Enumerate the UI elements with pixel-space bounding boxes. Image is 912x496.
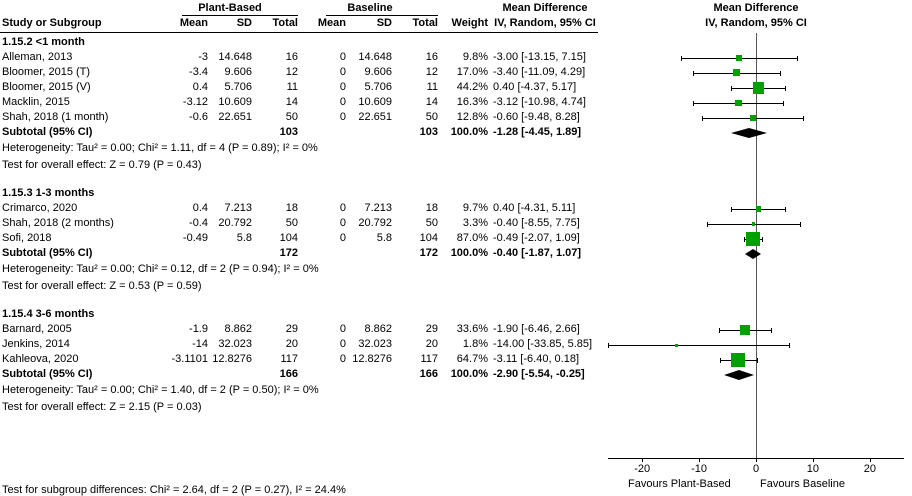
effect-marker xyxy=(731,353,745,367)
cell-bsd: 5.8 xyxy=(376,232,392,244)
effect-marker xyxy=(753,82,764,93)
heterogeneity-text: Heterogeneity: Tau² = 0.00; Chi² = 0.12, df = 2 (P = 0.94); I² = 0% xyxy=(2,263,319,275)
ci-cap xyxy=(731,86,732,91)
cell-ci: -2.90 [-5.54, -0.25] xyxy=(493,368,585,380)
cell-btotal: 50 xyxy=(425,111,438,123)
cell-bmean: 0 xyxy=(339,323,346,335)
cell-btotal: 14 xyxy=(425,96,438,108)
cell-ci_text: 0.40 [-4.37, 5.17] xyxy=(493,81,577,93)
header-md-sub: IV, Random, 95% CI xyxy=(494,17,596,29)
x-tick xyxy=(870,458,871,462)
cell-bsd: 10.609 xyxy=(358,96,392,108)
study-name: Alleman, 2013 xyxy=(2,51,73,63)
cell-total: 29 xyxy=(285,323,298,335)
ci-cap xyxy=(608,343,609,348)
cell-mean: -0.49 xyxy=(182,232,208,244)
cell-btotal: 18 xyxy=(425,202,438,214)
cell-total: 14 xyxy=(285,96,298,108)
cell-btotal: 172 xyxy=(419,247,438,259)
effect-marker xyxy=(752,222,755,225)
cell-weight: 100.0% xyxy=(450,368,488,380)
ci-cap xyxy=(693,71,694,76)
cell-sd: 32.023 xyxy=(218,338,252,350)
cell-ci_text: -0.60 [-9.48, 8.28] xyxy=(493,111,580,123)
cell-bmean: 0 xyxy=(339,66,346,78)
forest-plot-panel xyxy=(600,0,912,496)
effect-marker xyxy=(740,325,750,335)
effect-marker xyxy=(750,115,756,121)
cell-weight: 87.0% xyxy=(456,232,488,244)
subtotal-label: Subtotal (95% CI) xyxy=(2,126,93,138)
cell-btotal: 166 xyxy=(419,368,438,380)
x-tick xyxy=(699,458,700,462)
plot-title: Mean Difference xyxy=(713,2,799,14)
cell-ci_text: -0.49 [-2.07, 1.09] xyxy=(493,232,580,244)
header-mean-base: Mean xyxy=(317,17,346,29)
cell-ci_text: -3.11 [-6.40, 0.18] xyxy=(493,353,580,365)
ci-cap xyxy=(707,222,708,227)
ci-cap xyxy=(785,207,786,212)
study-name: Barnard, 2005 xyxy=(2,323,72,335)
x-tick-label: 10 xyxy=(806,463,820,475)
ci-cap xyxy=(803,116,804,121)
header-total-plant: Total xyxy=(272,17,298,29)
cell-weight: 17.0% xyxy=(456,66,488,78)
cell-mean: -3.12 xyxy=(182,96,208,108)
cell-mean: -0.4 xyxy=(189,217,208,229)
ci-cap xyxy=(783,101,784,106)
ci-cap xyxy=(797,56,798,61)
cell-weight: 64.7% xyxy=(456,353,488,365)
effect-marker xyxy=(736,55,741,60)
rule-baseline xyxy=(326,15,438,16)
header-sd-base: SD xyxy=(376,17,392,29)
cell-total: 104 xyxy=(279,232,298,244)
cell-weight: 100.0% xyxy=(450,247,488,259)
cell-mean: -0.6 xyxy=(189,111,208,123)
header-group-baseline: Baseline xyxy=(347,2,393,14)
cell-weight: 3.3% xyxy=(462,217,488,229)
effect-marker xyxy=(756,206,761,211)
cell-btotal: 12 xyxy=(425,66,438,78)
ci-line xyxy=(608,345,789,346)
rule-plant xyxy=(182,15,298,16)
x-tick xyxy=(756,458,757,462)
cell-weight: 44.2% xyxy=(456,81,488,93)
cell-bsd: 8.862 xyxy=(364,323,392,335)
cell-weight: 9.8% xyxy=(462,51,488,63)
cell-sd: 10.609 xyxy=(218,96,252,108)
subtotal-diamond-bottom xyxy=(731,133,767,138)
ci-cap xyxy=(757,358,758,363)
cell-ci_text: -14.00 [-33.85, 5.85] xyxy=(493,338,593,350)
favours-right-label: Favours Baseline xyxy=(760,478,845,490)
cell-bmean: 0 xyxy=(339,81,346,93)
cell-ci: -1.28 [-4.45, 1.89] xyxy=(493,126,582,138)
cell-ci_text: -3.00 [-13.15, 7.15] xyxy=(493,51,586,63)
cell-total: 50 xyxy=(285,217,298,229)
cell-bsd: 5.706 xyxy=(364,81,392,93)
heterogeneity-text: Heterogeneity: Tau² = 0.00; Chi² = 1.40, df = 2 (P = 0.50); I² = 0% xyxy=(2,384,319,396)
cell-ci_text: -1.90 [-6.46, 2.66] xyxy=(493,323,580,335)
cell-bsd: 9.606 xyxy=(364,66,392,78)
cell-total: 20 xyxy=(285,338,298,350)
cell-bmean: 0 xyxy=(339,111,346,123)
ci-cap xyxy=(702,116,703,121)
effect-marker xyxy=(746,232,760,246)
study-name: Jenkins, 2014 xyxy=(2,338,70,350)
ci-cap xyxy=(719,328,720,333)
cell-bsd: 7.213 xyxy=(364,202,392,214)
ci-cap xyxy=(693,101,694,106)
study-name: Macklin, 2015 xyxy=(2,96,70,108)
ci-cap xyxy=(785,86,786,91)
subgroup-title: 1.15.4 3-6 months xyxy=(2,308,95,320)
cell-total: 172 xyxy=(279,247,298,259)
subtotal-diamond-bottom xyxy=(724,375,754,380)
subgroup-title: 1.15.2 <1 month xyxy=(2,36,85,48)
cell-total: 12 xyxy=(285,66,298,78)
cell-weight: 1.8% xyxy=(462,338,488,350)
cell-sd: 8.862 xyxy=(224,323,252,335)
header-bottom-rule xyxy=(0,32,598,33)
heterogeneity-text: Heterogeneity: Tau² = 0.00; Chi² = 1.11, df = 4 (P = 0.89); I² = 0% xyxy=(2,142,318,154)
header-study: Study or Subgroup xyxy=(2,17,102,29)
cell-total: 166 xyxy=(279,368,298,380)
study-name: Bloomer, 2015 (T) xyxy=(2,66,91,78)
cell-sd: 5.706 xyxy=(224,81,252,93)
cell-btotal: 29 xyxy=(425,323,438,335)
study-name: Shah, 2018 (2 months) xyxy=(2,217,114,229)
ci-cap xyxy=(800,222,801,227)
cell-btotal: 104 xyxy=(419,232,438,244)
subtotal-label: Subtotal (95% CI) xyxy=(2,247,93,259)
cell-sd: 9.606 xyxy=(224,66,252,78)
cell-mean: -1.9 xyxy=(189,323,208,335)
header-group-plant: Plant-Based xyxy=(198,2,262,14)
cell-total: 11 xyxy=(286,81,298,93)
cell-ci_text: -3.40 [-11.09, 4.29] xyxy=(493,66,586,78)
ci-cap xyxy=(771,328,772,333)
effect-marker xyxy=(735,100,742,107)
x-tick xyxy=(642,458,643,462)
effect-marker xyxy=(675,344,678,347)
header-sd-plant: SD xyxy=(236,17,252,29)
ci-cap xyxy=(681,56,682,61)
header-total-base: Total xyxy=(412,17,438,29)
cell-weight: 16.3% xyxy=(456,96,488,108)
cell-bmean: 0 xyxy=(339,51,346,63)
cell-bmean: 0 xyxy=(339,217,346,229)
cell-weight: 100.0% xyxy=(450,126,488,138)
cell-ci_text: -0.40 [-8.55, 7.75] xyxy=(493,217,580,229)
cell-weight: 12.8% xyxy=(456,111,488,123)
cell-sd: 20.792 xyxy=(218,217,252,229)
cell-weight: 33.6% xyxy=(456,323,488,335)
study-name: Kahleova, 2020 xyxy=(2,353,79,365)
study-name: Sofi, 2018 xyxy=(2,232,52,244)
cell-btotal: 16 xyxy=(425,51,438,63)
effect-marker xyxy=(733,69,740,76)
cell-total: 117 xyxy=(280,353,298,365)
cell-bsd: 12.8276 xyxy=(352,353,392,365)
overall-effect-text: Test for overall effect: Z = 2.15 (P = 0.03) xyxy=(2,401,202,413)
cell-ci_text: -3.12 [-10.98, 4.74] xyxy=(493,96,586,108)
cell-mean: 0.4 xyxy=(192,81,208,93)
overall-effect-text: Test for overall effect: Z = 0.53 (P = 0.59) xyxy=(2,280,202,292)
cell-bmean: 0 xyxy=(339,202,346,214)
x-tick-label: 0 xyxy=(752,463,760,475)
x-tick xyxy=(813,458,814,462)
study-name: Crimarco, 2020 xyxy=(2,202,78,214)
x-tick-label: 20 xyxy=(863,463,876,475)
plot-subtitle: IV, Random, 95% CI xyxy=(705,17,807,29)
cell-btotal: 11 xyxy=(426,81,438,93)
subtotal-label: Subtotal (95% CI) xyxy=(2,368,93,380)
cell-mean: -3.4 xyxy=(189,66,208,78)
cell-bsd: 32.023 xyxy=(358,338,392,350)
cell-ci: -0.40 [-1.87, 1.07] xyxy=(493,247,582,259)
cell-btotal: 117 xyxy=(420,353,438,365)
ci-cap xyxy=(789,343,790,348)
cell-sd: 5.8 xyxy=(236,232,252,244)
ci-cap xyxy=(744,237,745,242)
cell-bmean: 0 xyxy=(339,338,346,350)
x-tick-label: -20 xyxy=(634,463,651,475)
study-name: Shah, 2018 (1 month) xyxy=(2,111,109,123)
ci-cap xyxy=(720,358,721,363)
cell-bsd: 22.651 xyxy=(358,111,392,123)
subgroup-difference-test: Test for subgroup differences: Chi² = 2.64, df = 2 (P = 0.27), I² = 24.4% xyxy=(2,484,346,496)
cell-total: 18 xyxy=(285,202,298,214)
cell-ci_text: 0.40 [-4.31, 5.11] xyxy=(493,202,576,214)
subgroup-title: 1.15.3 1-3 months xyxy=(2,187,95,199)
cell-sd: 14.648 xyxy=(218,51,252,63)
cell-bmean: 0 xyxy=(339,353,346,365)
cell-sd: 12.8276 xyxy=(212,353,252,365)
cell-mean: -14 xyxy=(192,338,208,350)
subtotal-diamond-bottom xyxy=(745,254,761,259)
header-mean-plant: Mean xyxy=(179,17,208,29)
cell-sd: 22.651 xyxy=(218,111,252,123)
ci-cap xyxy=(780,71,781,76)
cell-total: 50 xyxy=(285,111,298,123)
cell-mean: 0.4 xyxy=(192,202,208,214)
cell-bmean: 0 xyxy=(339,232,346,244)
cell-mean: -3.1101 xyxy=(171,353,208,365)
cell-total: 103 xyxy=(279,126,298,138)
cell-mean: -3 xyxy=(198,51,208,63)
x-tick-label: -10 xyxy=(691,463,708,475)
cell-bmean: 0 xyxy=(339,96,346,108)
overall-effect-text: Test for overall effect: Z = 0.79 (P = 0.43) xyxy=(2,159,202,171)
cell-sd: 7.213 xyxy=(224,202,252,214)
cell-weight: 9.7% xyxy=(462,202,488,214)
cell-total: 16 xyxy=(285,51,298,63)
header-md: Mean Difference xyxy=(502,2,588,14)
header-weight: Weight xyxy=(451,17,488,29)
cell-btotal: 103 xyxy=(419,126,438,138)
cell-bsd: 14.648 xyxy=(358,51,392,63)
ci-cap xyxy=(762,237,763,242)
favours-left-label: Favours Plant-Based xyxy=(628,478,731,490)
cell-bsd: 20.792 xyxy=(358,217,392,229)
cell-btotal: 50 xyxy=(425,217,438,229)
ci-cap xyxy=(731,207,732,212)
study-name: Bloomer, 2015 (V) xyxy=(2,81,91,93)
cell-btotal: 20 xyxy=(425,338,438,350)
